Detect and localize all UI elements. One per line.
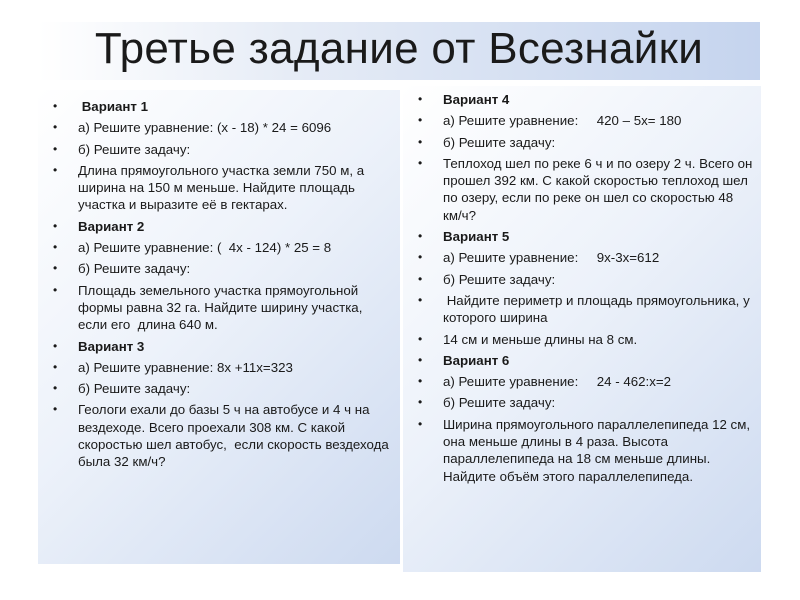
bullet-icon: • bbox=[53, 99, 58, 113]
right-bullet-item bbox=[413, 155, 755, 224]
left-bullet-item bbox=[48, 119, 393, 136]
bullet-text: Вариант 2 bbox=[78, 218, 145, 234]
bullet-text: б) Решите задачу: bbox=[443, 395, 556, 411]
bullet-text: Вариант 1 bbox=[78, 99, 149, 114]
bullet-text: а) Решите уравнение: 9х-3х=612 bbox=[443, 250, 660, 266]
bullet-icon: • bbox=[418, 229, 423, 244]
left-bullet-item bbox=[48, 401, 393, 470]
right-panel bbox=[403, 86, 761, 572]
bullet-text: б) Решите задачу: bbox=[78, 261, 191, 277]
bullet-text: Геологи ехали до базы 5 ч на автобусе и 4 ч на вездеходе. Всего проехали 308 км. С какой скоростью шел автобус, если скорость вездехода была 32 км/ч? bbox=[78, 402, 393, 470]
bullet-icon: • bbox=[418, 155, 423, 170]
bullet-icon: • bbox=[53, 218, 58, 233]
bullet-icon: • bbox=[418, 292, 423, 307]
bullet-text: а) Решите уравнение: 420 – 5х= 180 bbox=[443, 113, 682, 129]
right-bullet-item bbox=[413, 134, 755, 151]
right-variant-heading bbox=[413, 91, 755, 108]
bullet-text: Вариант 3 bbox=[78, 338, 145, 354]
bullet-text: Вариант 4 bbox=[443, 92, 510, 107]
right-bullet-item bbox=[413, 416, 755, 485]
right-variant-heading bbox=[413, 228, 755, 245]
left-bullet-item bbox=[48, 282, 393, 334]
left-variant-heading bbox=[48, 338, 393, 355]
right-bullet-item bbox=[413, 271, 755, 288]
bullet-text: Площадь земельного участка прямоугольной формы равна 32 га. Найдите ширину участка, если его длина 640 м. bbox=[78, 282, 367, 333]
bullet-icon: • bbox=[418, 374, 423, 389]
bullet-icon: • bbox=[53, 162, 58, 177]
bullet-text: Длина прямоугольного участка земли 750 м, а ширина на 150 м меньше. Найдите площадь участка и выразите её в гектарах. bbox=[78, 162, 368, 213]
bullet-text: б) Решите задачу: bbox=[443, 134, 556, 150]
bullet-icon: • bbox=[418, 271, 423, 286]
bullet-text: б) Решите задачу: bbox=[443, 271, 556, 287]
right-bullet-item bbox=[413, 331, 755, 348]
slide-title: Третье задание от Всезнайки bbox=[94, 24, 704, 73]
bullet-text: Ширина прямоугольного параллелепипеда 12 см, она меньше длины в 4 раза. Высота параллелепипеда на 18 см меньше длины. Найдите объём этого параллелепипеда. bbox=[443, 416, 754, 484]
left-bullet-list bbox=[48, 98, 393, 475]
bullet-text: Теплоход шел по реке 6 ч и по озеру 2 ч. Всего он прошел 392 км. С какой скоростью теплоход шел по озеру, если по реке он шел со скоростью 48 км/ч? bbox=[443, 155, 757, 223]
bullet-text: 14 см и меньше длины на 8 см. bbox=[443, 331, 638, 347]
left-variant-heading bbox=[48, 98, 393, 115]
bullet-text: б) Решите задачу: bbox=[78, 141, 191, 157]
right-bullet-item bbox=[413, 112, 755, 129]
left-panel bbox=[38, 90, 400, 564]
bullet-icon: • bbox=[53, 120, 58, 135]
bullet-icon: • bbox=[53, 338, 58, 353]
bullet-text: а) Решите уравнение: 24 - 462:х=2 bbox=[443, 374, 672, 390]
bullet-icon: • bbox=[53, 141, 58, 156]
left-bullet-item bbox=[48, 359, 393, 376]
bullet-text: Найдите периметр и площадь прямоугольника, у которого ширина bbox=[443, 292, 754, 326]
bullet-icon: • bbox=[53, 261, 58, 276]
bullet-icon: • bbox=[53, 381, 58, 396]
bullet-icon: • bbox=[418, 113, 423, 128]
right-bullet-list bbox=[413, 91, 755, 489]
left-bullet-item bbox=[48, 380, 393, 397]
bullet-icon: • bbox=[418, 331, 423, 346]
bullet-text: Вариант 6 bbox=[443, 352, 510, 368]
right-bullet-item bbox=[413, 249, 755, 266]
bullet-icon: • bbox=[418, 416, 423, 431]
bullet-text: б) Решите задачу: bbox=[78, 381, 191, 397]
right-variant-heading bbox=[413, 352, 755, 369]
left-bullet-item bbox=[48, 162, 393, 214]
title-bar bbox=[38, 22, 760, 80]
bullet-icon: • bbox=[418, 134, 423, 149]
bullet-icon: • bbox=[418, 250, 423, 265]
bullet-icon: • bbox=[53, 240, 58, 255]
right-bullet-item bbox=[413, 292, 755, 327]
bullet-text: а) Решите уравнение: (х - 18) * 24 = 6096 bbox=[78, 120, 332, 136]
bullet-icon: • bbox=[53, 402, 58, 417]
left-bullet-item bbox=[48, 260, 393, 277]
left-variant-heading bbox=[48, 218, 393, 235]
bullet-icon: • bbox=[418, 92, 423, 106]
left-bullet-item bbox=[48, 141, 393, 158]
right-bullet-item bbox=[413, 373, 755, 390]
bullet-icon: • bbox=[53, 282, 58, 297]
bullet-text: Вариант 5 bbox=[443, 229, 510, 245]
bullet-text: а) Решите уравнение: 8х +11х=323 bbox=[78, 359, 293, 375]
bullet-icon: • bbox=[53, 359, 58, 374]
bullet-icon: • bbox=[418, 352, 423, 367]
bullet-icon: • bbox=[418, 395, 423, 410]
left-bullet-item bbox=[48, 239, 393, 256]
bullet-text: а) Решите уравнение: ( 4х - 124) * 25 = 8 bbox=[78, 240, 332, 256]
right-bullet-item bbox=[413, 394, 755, 411]
